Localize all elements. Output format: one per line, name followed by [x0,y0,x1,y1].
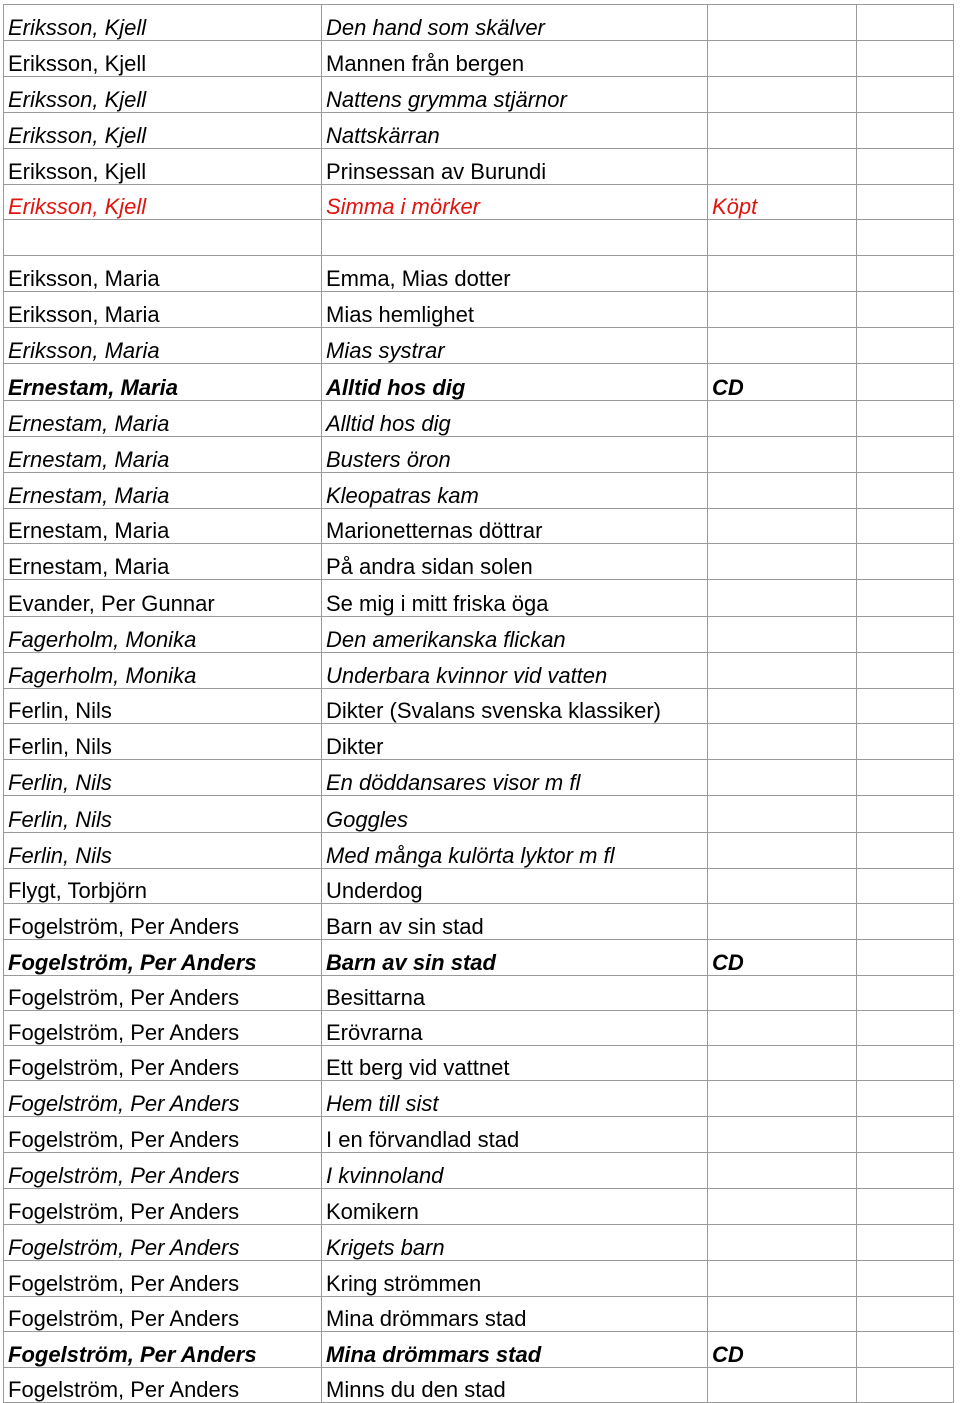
author-cell: Fogelström, Per Anders [4,1153,322,1189]
author-cell: Flygt, Torbjörn [4,869,322,904]
author-cell: Fogelström, Per Anders [4,1117,322,1153]
note-cell [708,760,857,796]
empty-cell [857,473,954,509]
empty-cell [857,689,954,724]
author-cell: Eriksson, Kjell [4,5,322,41]
empty-cell [857,1081,954,1117]
title-cell: Marionetternas döttrar [322,509,708,544]
table-row [4,1081,954,1117]
note-cell [708,1153,857,1189]
title-cell: Mias systrar [322,328,708,364]
note-cell [708,437,857,473]
note-cell: CD [708,364,857,401]
author-cell: Fogelström, Per Anders [4,1081,322,1117]
author-cell: Fogelström, Per Anders [4,1368,322,1403]
title-cell: Den hand som skälver [322,5,708,41]
title-cell: I kvinnoland [322,1153,708,1189]
empty-cell [857,653,954,689]
empty-cell [857,580,954,617]
author-cell: Ernestam, Maria [4,437,322,473]
title-cell: Mias hemlighet [322,292,708,328]
table-row [4,1117,954,1153]
book-list-body [4,5,954,1403]
empty-cell [857,328,954,364]
empty-cell [857,77,954,113]
empty-cell [857,185,954,220]
author-cell: Eriksson, Kjell [4,185,322,220]
empty-cell [857,1368,954,1403]
note-cell [708,473,857,509]
table-row [4,796,954,833]
empty-cell [857,1046,954,1081]
author-cell: Fogelström, Per Anders [4,1297,322,1332]
title-cell: Minns du den stad [322,1368,708,1403]
author-cell: Eriksson, Maria [4,292,322,328]
note-cell [708,41,857,77]
author-cell: Eriksson, Maria [4,256,322,292]
author-cell: Ernestam, Maria [4,544,322,580]
table-row [4,724,954,760]
title-cell: Goggles [322,796,708,833]
note-cell: CD [708,1332,857,1368]
note-cell [708,580,857,617]
note-cell [708,617,857,653]
table-row [4,1297,954,1332]
empty-cell [857,292,954,328]
title-cell: På andra sidan solen [322,544,708,580]
note-cell [708,401,857,437]
title-cell: Prinsessan av Burundi [322,149,708,185]
note-cell [708,256,857,292]
author-cell: Fogelström, Per Anders [4,1332,322,1368]
author-cell: Ferlin, Nils [4,796,322,833]
table-row [4,364,954,401]
title-cell: Med många kulörta lyktor m fl [322,833,708,869]
empty-cell [857,976,954,1011]
author-cell: Eriksson, Kjell [4,113,322,149]
note-cell [708,796,857,833]
title-cell: Busters öron [322,437,708,473]
table-row [4,940,954,976]
empty-cell [857,220,954,256]
table-row [4,1261,954,1297]
author-cell: Ernestam, Maria [4,401,322,437]
table-row [4,77,954,113]
table-row [4,869,954,904]
note-cell [708,1117,857,1153]
empty-cell [857,1332,954,1368]
title-cell: Kring strömmen [322,1261,708,1297]
table-row [4,653,954,689]
author-cell: Fogelström, Per Anders [4,940,322,976]
author-cell: Fagerholm, Monika [4,617,322,653]
title-cell: Alltid hos dig [322,401,708,437]
empty-cell [857,113,954,149]
table-row [4,256,954,292]
author-cell: Eriksson, Kjell [4,41,322,77]
title-cell: Se mig i mitt friska öga [322,580,708,617]
empty-cell [857,1117,954,1153]
title-cell: Mannen från bergen [322,41,708,77]
title-cell: En döddansares visor m fl [322,760,708,796]
title-cell: I en förvandlad stad [322,1117,708,1153]
table-row [4,833,954,869]
author-cell: Ferlin, Nils [4,833,322,869]
note-cell [708,1011,857,1046]
empty-cell [857,760,954,796]
author-cell: Ferlin, Nils [4,760,322,796]
table-row [4,580,954,617]
title-cell: Underbara kvinnor vid vatten [322,653,708,689]
note-cell [708,976,857,1011]
empty-cell [857,149,954,185]
table-row [4,401,954,437]
author-cell: Eriksson, Maria [4,328,322,364]
table-row [4,1011,954,1046]
empty-cell [857,904,954,940]
author-cell: Ferlin, Nils [4,724,322,760]
table-row [4,292,954,328]
table-row [4,1153,954,1189]
title-cell: Hem till sist [322,1081,708,1117]
author-cell: Fogelström, Per Anders [4,1225,322,1261]
empty-cell [857,256,954,292]
author-cell: Ernestam, Maria [4,473,322,509]
table-row [4,760,954,796]
table-row [4,689,954,724]
empty-cell [857,1189,954,1225]
title-cell: Mina drömmars stad [322,1332,708,1368]
note-cell [708,724,857,760]
author-cell: Eriksson, Kjell [4,77,322,113]
empty-cell [857,1261,954,1297]
author-cell: Fogelström, Per Anders [4,976,322,1011]
title-cell: Nattskärran [322,113,708,149]
table-row [4,437,954,473]
note-cell: Köpt [708,185,857,220]
author-cell: Ernestam, Maria [4,509,322,544]
table-row [4,617,954,653]
note-cell [708,292,857,328]
table-row [4,1189,954,1225]
table-row [4,1332,954,1368]
author-cell: Fogelström, Per Anders [4,904,322,940]
table-row [4,1225,954,1261]
author-cell: Ferlin, Nils [4,689,322,724]
table-row [4,5,954,41]
title-cell [322,220,708,256]
note-cell [708,77,857,113]
note-cell [708,509,857,544]
empty-cell [857,869,954,904]
note-cell [708,544,857,580]
empty-cell [857,833,954,869]
book-list-table [3,4,954,1403]
table-row [4,185,954,220]
note-cell [708,220,857,256]
author-cell: Fogelström, Per Anders [4,1189,322,1225]
title-cell: Mina drömmars stad [322,1297,708,1332]
empty-cell [857,1153,954,1189]
empty-cell [857,617,954,653]
note-cell: CD [708,940,857,976]
empty-cell [857,796,954,833]
author-cell: Fagerholm, Monika [4,653,322,689]
author-cell: Fogelström, Per Anders [4,1046,322,1081]
note-cell [708,869,857,904]
note-cell [708,1368,857,1403]
empty-cell [857,437,954,473]
title-cell: Dikter [322,724,708,760]
title-cell: Komikern [322,1189,708,1225]
author-cell: Ernestam, Maria [4,364,322,401]
title-cell: Barn av sin stad [322,904,708,940]
empty-cell [857,401,954,437]
table-row [4,41,954,77]
title-cell: Dikter (Svalans svenska klassiker) [322,689,708,724]
title-cell: Besittarna [322,976,708,1011]
empty-cell [857,364,954,401]
table-row [4,220,954,256]
table-row [4,149,954,185]
title-cell: Underdog [322,869,708,904]
note-cell [708,1225,857,1261]
note-cell [708,328,857,364]
title-cell: Den amerikanska flickan [322,617,708,653]
note-cell [708,689,857,724]
empty-cell [857,1011,954,1046]
title-cell: Kleopatras kam [322,473,708,509]
note-cell [708,149,857,185]
author-cell: Fogelström, Per Anders [4,1011,322,1046]
title-cell: Ett berg vid vattnet [322,1046,708,1081]
note-cell [708,653,857,689]
note-cell [708,1297,857,1332]
table-row [4,1368,954,1403]
note-cell [708,5,857,41]
note-cell [708,1261,857,1297]
table-row [4,328,954,364]
table-row [4,904,954,940]
empty-cell [857,509,954,544]
title-cell: Erövrarna [322,1011,708,1046]
empty-cell [857,1225,954,1261]
title-cell: Emma, Mias dotter [322,256,708,292]
author-cell: Evander, Per Gunnar [4,580,322,617]
empty-cell [857,5,954,41]
table-row [4,473,954,509]
table-row [4,544,954,580]
table-row [4,976,954,1011]
note-cell [708,1081,857,1117]
empty-cell [857,940,954,976]
table-row [4,509,954,544]
author-cell: Eriksson, Kjell [4,149,322,185]
table-row [4,1046,954,1081]
author-cell: Fogelström, Per Anders [4,1261,322,1297]
title-cell: Krigets barn [322,1225,708,1261]
title-cell: Alltid hos dig [322,364,708,401]
title-cell: Barn av sin stad [322,940,708,976]
title-cell: Simma i mörker [322,185,708,220]
note-cell [708,1046,857,1081]
note-cell [708,833,857,869]
title-cell: Nattens grymma stjärnor [322,77,708,113]
empty-cell [857,544,954,580]
empty-cell [857,724,954,760]
table-row [4,113,954,149]
empty-cell [857,1297,954,1332]
note-cell [708,1189,857,1225]
note-cell [708,113,857,149]
empty-cell [857,41,954,77]
note-cell [708,904,857,940]
author-cell [4,220,322,256]
